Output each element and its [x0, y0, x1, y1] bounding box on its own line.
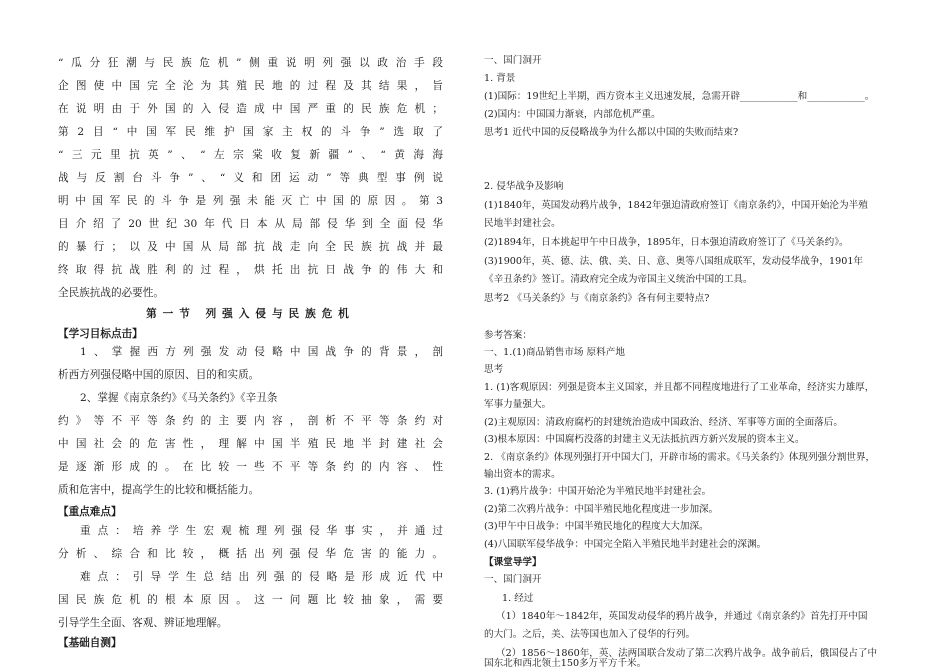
- text-line: 2. 《南京条约》体现列强打开中国大门，开辟市场的需求。《马关条约》体现列强分割世界，: [484, 452, 876, 463]
- intro-line: “三元里抗英”、“左宗棠收复新疆”、“黄海海: [58, 149, 443, 161]
- intro-line: 目介绍了20世纪30年代日本从局部侵华到全面侵华: [58, 218, 443, 230]
- text-line: 民地半封建社会。: [484, 218, 561, 229]
- key-line: 分析、综合和比较，概括出列强侵华危害的能力。: [58, 548, 443, 560]
- text-line: 的大门。之后，美、法等国也加入了侵华的行列。: [484, 629, 696, 640]
- text-line: （2）1856～1860年，英、法两国联合发动了第二次鸦片战争。战争前后，俄国侵占了中: [496, 648, 878, 659]
- goals-line: 中国社会的危害性，理解中国半殖民地半封建社会: [58, 438, 443, 450]
- intro-line: 第2目“中国军民维护国家主权的斗争”选取了: [58, 126, 443, 138]
- guide-heading: 【课堂导学】: [484, 557, 542, 568]
- text-line: (3)根本原因：中国腐朽没落的封建主义无法抵抗西方新兴发展的资本主义。: [484, 434, 805, 445]
- goals-line: 析西方列强侵略中国的原因、目的和实质。: [58, 369, 260, 381]
- text-line: 国东北和西北领土150多万平方千米。: [484, 658, 647, 669]
- text-line: (2)主观原因：清政府腐朽的封建统治造成中国政治、经济、军事等方面的全面落后。: [484, 417, 843, 428]
- heading-line: 一、国门洞开: [484, 574, 542, 585]
- text-line: 军事力量强大。: [484, 399, 552, 410]
- text-line: （1）1840年～1842年，英国发动侵华的鸦片战争，并通过《南京条约》首先打开中国: [496, 611, 868, 622]
- section-title: 第一节 列强入侵与民族危机: [146, 308, 355, 320]
- goals-line: 约》等不平等条约的主要内容，剖析不平等条约对: [58, 415, 443, 427]
- text-line: 1. 背景: [484, 73, 516, 84]
- text-line: (2)国内：中国国力渐衰，内部危机严重。: [484, 109, 661, 120]
- key-line: 重点：培养学生宏观梳理列强侵华事实，并通过: [80, 525, 443, 537]
- text-line: 输出资本的需求。: [484, 469, 561, 480]
- text-line: (1)国际：19世纪上半期，西方资本主义迅速发展，急需开辟____________和____________。: [484, 91, 875, 102]
- key-heading: 【重点难点】: [58, 506, 122, 518]
- goals-line: 是逐渐形成的。在比较一些不平等条约的内容、性: [58, 461, 443, 473]
- goals-heading: 【学习目标点击】: [58, 328, 143, 340]
- text-line: 1. 经过: [502, 593, 534, 604]
- goals-line: 2、掌握《南京条约》《马关条约》《辛丑条: [80, 392, 278, 404]
- answer-heading: 参考答案：: [484, 330, 532, 341]
- intro-line: 企图使中国完全沦为其殖民地的过程及其结果，旨: [58, 80, 443, 92]
- intro-line: 的暴行；以及中国从局部抗战走向全民族抗战并最: [58, 241, 443, 253]
- intro-line: 在说明由于外国的入侵造成中国严重的民族危机；: [58, 103, 443, 115]
- think-line: 思考1 近代中国的反侵略战争为什么都以中国的失败而结束?: [484, 127, 739, 138]
- key-line: 国民族危机的根本原因。这一问题比较抽象，需要: [58, 594, 443, 606]
- intro-line: 战与反割台斗争”、“义和团运动”等典型事例说: [58, 172, 443, 184]
- text-line: 1. (1)客观原因：列强是资本主义国家，并且都不同程度地进行了工业革命，经济实力雄厚，: [484, 382, 875, 393]
- text-line: (2)1894年，日本挑起甲午中日战争，1895年，日本强迫清政府签订了《马关条约》。: [484, 237, 849, 248]
- think-line: 思考2 《马关条约》与《南京条约》各有何主要特点?: [484, 293, 710, 304]
- intro-line: 明中国军民的斗争是列强未能灭亡中国的原因。第3: [58, 195, 443, 207]
- intro-line: 全民族抗战的必要性。: [58, 287, 164, 299]
- key-line: 难点：引导学生总结出列强的侵略是形成近代中: [80, 571, 443, 583]
- text-line: 2. 侵华战争及影响: [484, 181, 564, 192]
- key-line: 引导学生全面、客观、辨证地理解。: [58, 617, 228, 629]
- text-line: (1)1840年，英国发动鸦片战争，1842年强迫清政府签订《南京条约》，中国开始沦为半殖: [484, 200, 868, 211]
- text-line: 3. (1)鸦片战争：中国开始沦为半殖民地半封建社会。: [484, 486, 712, 497]
- self-test-heading: 【基础自测】: [58, 637, 122, 649]
- intro-line: 终取得抗战胜利的过程，烘托出抗日战争的伟大和: [58, 264, 443, 276]
- text-line: 一、1.(1)商品销售市场 原料产地: [484, 347, 625, 358]
- text-line: (4)八国联军侵华战争：中国完全陷入半殖民地半封建社会的深渊。: [484, 539, 767, 550]
- goals-line: 1、掌握西方列强发动侵略中国战争的背景，剖: [80, 346, 443, 358]
- text-line: (3)1900年，英、德、法、俄、美、日、意、奥等八国组成联军，发动侵华战争，1901年: [484, 256, 864, 267]
- goals-line: 质和危害中，提高学生的比较和概括能力。: [58, 484, 260, 496]
- text-line: 思考: [484, 364, 504, 375]
- heading-line: 一、国门洞开: [484, 55, 542, 66]
- intro-line: “瓜分狂潮与民族危机”侧重说明列强以政治手段: [58, 57, 443, 69]
- text-line: 《辛丑条约》签订。清政府完全成为帝国主义统治中国的工具。: [484, 274, 753, 285]
- text-line: (2)第二次鸦片战争：中国半殖民地化程度进一步加深。: [484, 504, 719, 515]
- text-line: (3)甲午中日战争：中国半殖民地化的程度大大加深。: [484, 521, 709, 532]
